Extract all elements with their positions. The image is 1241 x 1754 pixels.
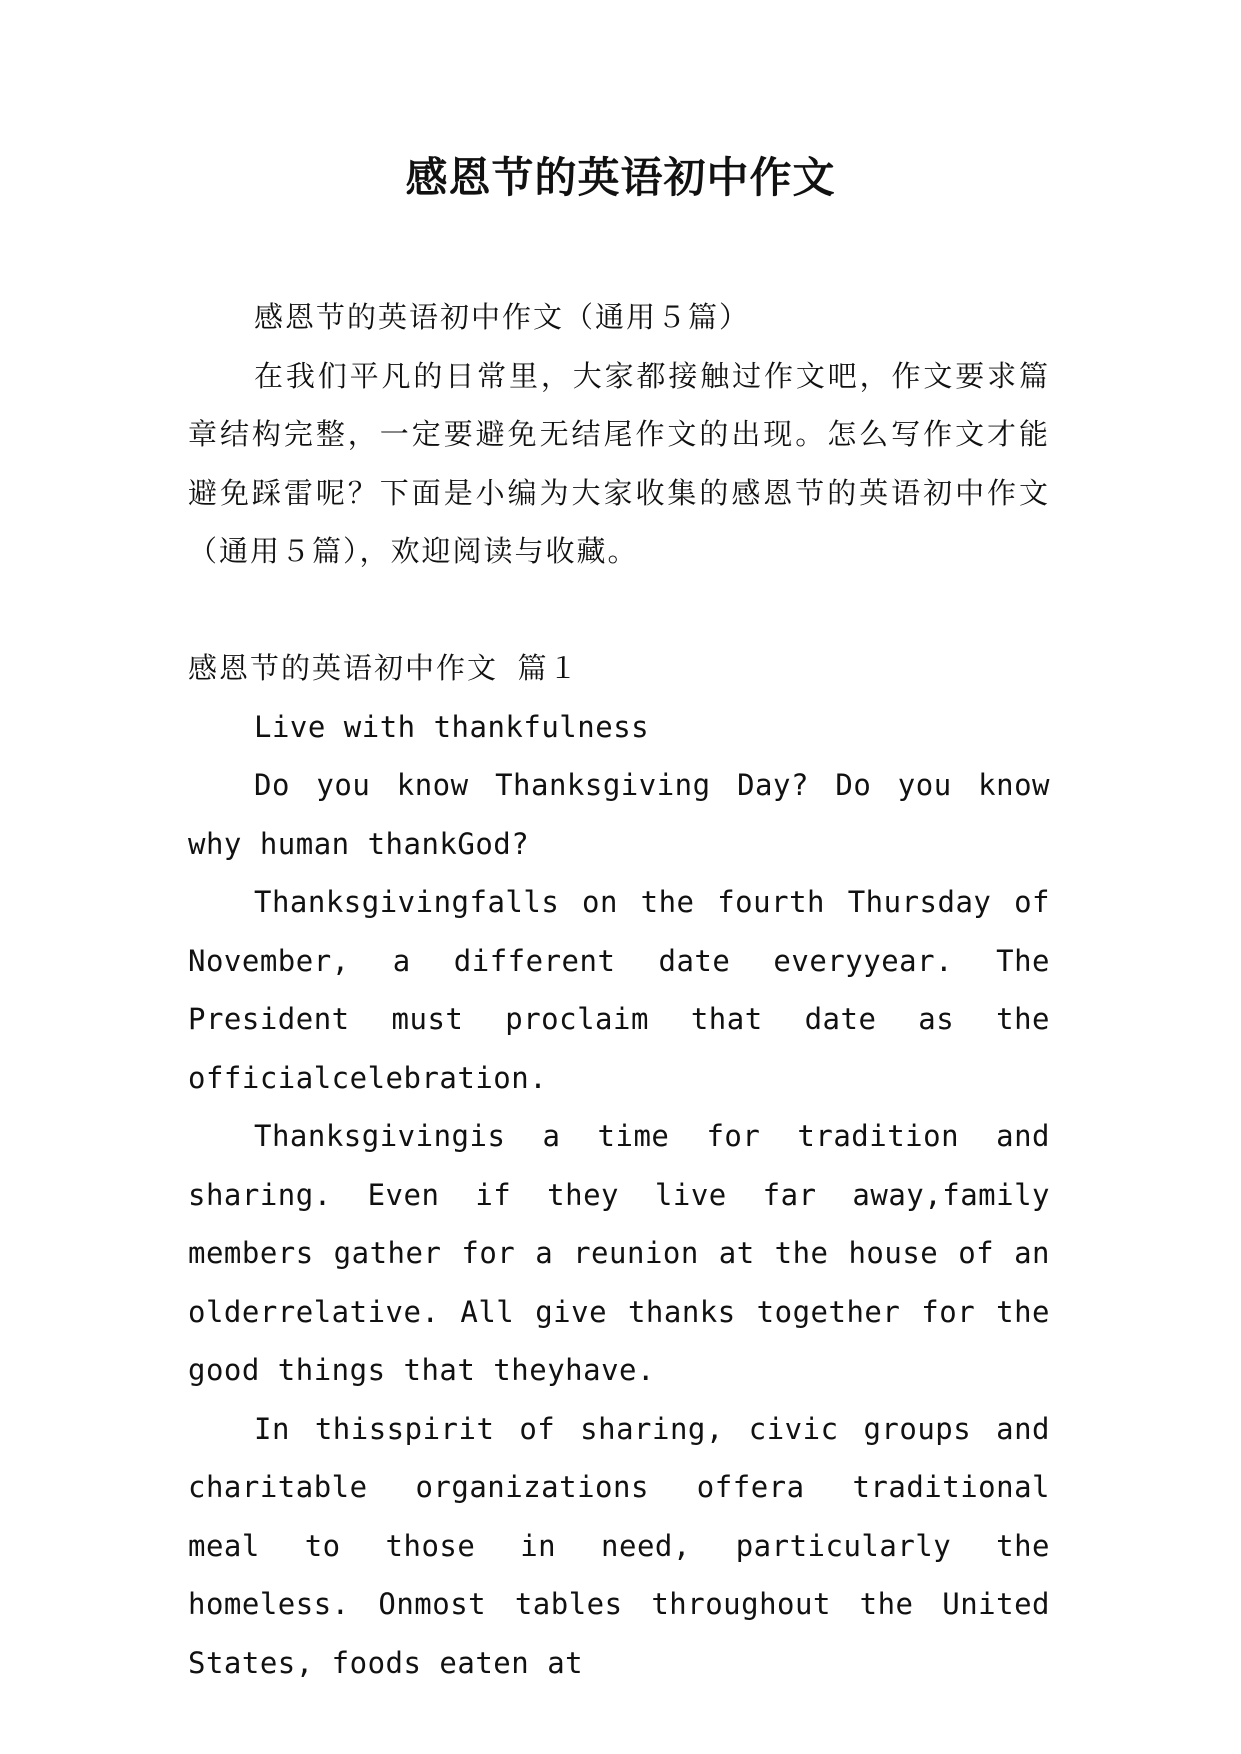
essay-paragraph: Thanksgivingis a time for tradition and sharing. Even if they live far away,family members gather for a reunion at the house of an olderrelative. All give thanks together for the good things that theyhave. [188,1119,1050,1387]
intro-paragraph: 在我们平凡的日常里，大家都接触过作文吧，作文要求篇章结构完整，一定要避免无结尾作文的出现。怎么写作文才能避免踩雷呢？下面是小编为大家收集的感恩节的英语初中作文（通用５篇），欢迎阅读与收藏。 [188,358,1050,568]
section-heading: 感恩节的英语初中作文 篇１ [188,651,580,685]
essay-paragraph: In thisspirit of sharing, civic groups and charitable organizations offera traditional meal to those in need, particularly the homeless. Onmost tables throughout the United States, foods eaten at [188,1411,1050,1680]
essay-title: Live with thankfulness [254,709,650,744]
document-body [188,288,1050,1692]
document-title: 感恩节的英语初中作文 [405,153,836,202]
essay-paragraph: Thanksgivingfalls on the fourth Thursday of November, a different date everyyear. The President must proclaim that date as the officialcelebration. [188,885,1050,1095]
essay-paragraph: Do you know Thanksgiving Day? Do you know why human thankGod? [188,768,1050,861]
subtitle: 感恩节的英语初中作文（通用５篇） [254,300,751,334]
paragraph-gap [188,581,1050,640]
